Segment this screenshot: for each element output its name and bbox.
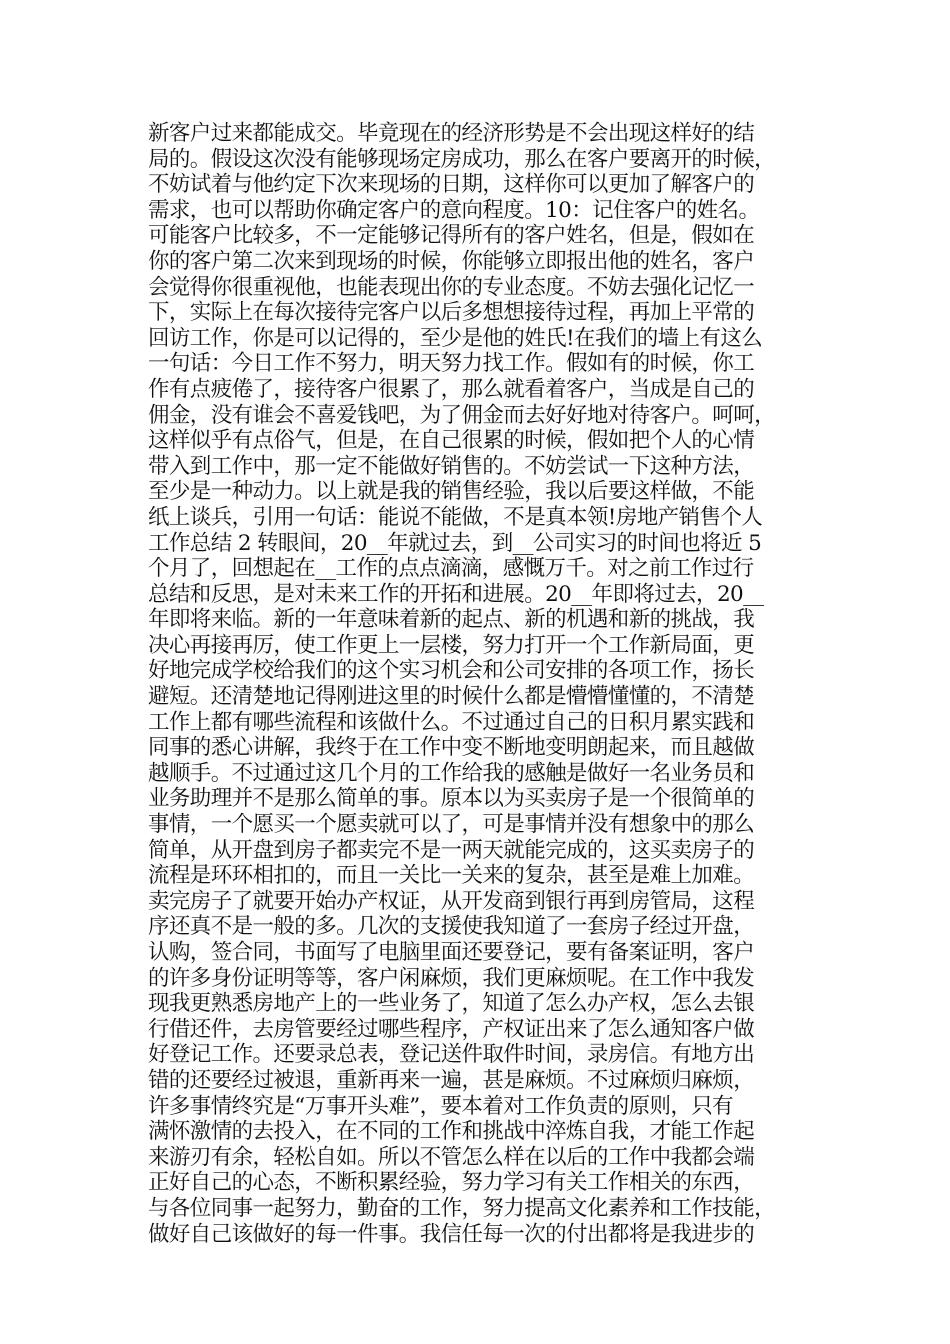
- body-text: [148, 121, 818, 1247]
- text-line: 正好自己的心态，不断积累经验，努力学习有关工作相关的东西，: [148, 1170, 755, 1196]
- text-line: 许多事情终究是“万事开头难”，要本着对工作负责的原则，只有: [148, 1093, 734, 1119]
- text-line: 纸上谈兵，引用一句话：能说不能做，不是真本领!房地产销售个人: [148, 504, 763, 530]
- text-line: 局的。假设这次没有能够现场定房成功，那么在客户要离开的时候，: [148, 146, 776, 172]
- text-line: 业务助理并不是那么简单的事。原本以为买卖房子是一个很简单的: [148, 786, 755, 812]
- text-line: 总结和反思，是对未来工作的开拓和进展。20__年即将过去，20__: [148, 581, 764, 607]
- text-line: 个月了，回想起在__工作的点点滴滴，感慨万千。对之前工作过行: [148, 556, 754, 582]
- text-line: 需求，也可以帮助你确定客户的意向程度。10：记住客户的姓名。: [148, 197, 760, 223]
- text-line: 可能客户比较多，不一定能够记得所有的客户姓名，但是，假如在: [148, 223, 755, 249]
- text-line: 佣金，没有谁会不喜爱钱吧，为了佣金而去好好地对待客户。呵呵，: [148, 402, 776, 428]
- text-line: 年即将来临。新的一年意味着新的起点、新的机遇和新的挑战，我: [148, 607, 755, 633]
- text-line: 会觉得你很重视他，也能表现出你的专业态度。不妨去强化记忆一: [148, 274, 755, 300]
- text-line: 来游刃有余，轻松自如。所以不管怎么样在以后的工作中我都会端: [148, 1144, 755, 1170]
- text-line: 下，实际上在每次接待完客户以后多想想接待过程，再加上平常的: [148, 300, 755, 326]
- text-line: 认购，签合同，书面写了电脑里面还要登记，要有备案证明，客户: [148, 940, 755, 965]
- text-line: 好登记工作。还要录总表，登记送件取件时间，录房信。有地方出: [148, 1042, 755, 1068]
- text-line: 事情，一个愿买一个愿卖就可以了，可是事情并没有想象中的那么: [148, 812, 755, 838]
- text-line: 至少是一种动力。以上就是我的销售经验，我以后要这样做，不能: [148, 479, 755, 505]
- text-line: 带入到工作中，那一定不能做好销售的。不妨尝试一下这种方法，: [148, 453, 755, 479]
- text-line: 这样似乎有点俗气，但是，在自己很累的时候，假如把个人的心情: [148, 428, 755, 454]
- text-line: 同事的悉心讲解，我终于在工作中变不断地变明朗起来，而且越做: [148, 735, 755, 761]
- text-line: 决心再接再厉，使工作更上一层楼，努力打开一个工作新局面，更: [148, 632, 755, 658]
- text-line: 回访工作，你是可以记得的，至少是他的姓氏!在我们的墙上有这么: [148, 325, 763, 351]
- text-line: 错的还要经过被退，重新再来一遍，甚是麻烦。不过麻烦归麻烦，: [148, 1067, 755, 1093]
- text-line: 越顺手。不过通过这几个月的工作给我的感触是做好一名业务员和: [148, 760, 755, 786]
- text-line: 一句话：今日工作不努力，明天努力找工作。假如有的时候，你工: [148, 351, 755, 377]
- text-line: 流程是环环相扣的，而且一关比一关来的复杂，甚至是难上加难。: [148, 863, 755, 889]
- text-line: 行借还件，去房管要经过哪些程序，产权证出来了怎么通知客户做: [148, 1016, 755, 1042]
- text-line: 与各位同事一起努力，勤奋的工作，努力提高文化素养和工作技能，: [148, 1195, 776, 1221]
- text-line: 工作总结 2 转眼间，20__年就过去，到__公司实习的时间也将近 5: [148, 530, 762, 556]
- text-line: 简单，从开盘到房子都卖完不是一两天就能完成的，这买卖房子的: [148, 837, 755, 863]
- text-line: 作有点疲倦了，接待客户很累了，那么就看着客户，当成是自己的: [148, 376, 755, 402]
- text-line: 的许多身份证明等等，客户闲麻烦，我们更麻烦呢。在工作中我发: [148, 965, 755, 991]
- text-line: 好地完成学校给我们的这个实习机会和公司安排的各项工作，扬长: [148, 658, 755, 684]
- text-line: 新客户过来都能成交。毕竟现在的经济形势是不会出现这样好的结: [148, 121, 755, 146]
- text-line: 避短。还清楚地记得刚进这里的时候什么都是懵懵懂懂的，不清楚: [148, 684, 755, 710]
- text-line: 卖完房子了就要开始办产权证，从开发商到银行再到房管局，这程: [148, 888, 755, 914]
- text-line: 满怀激情的去投入，在不同的工作和挑战中淬炼自我，才能工作起: [148, 1119, 755, 1145]
- text-line: 不妨试着与他约定下次来现场的日期，这样你可以更加了解客户的: [148, 172, 755, 198]
- text-line: 工作上都有哪些流程和该做什么。不过通过自己的日积月累实践和: [148, 709, 755, 735]
- text-line: 你的客户第二次来到现场的时候，你能够立即报出他的姓名，客户: [148, 248, 755, 274]
- text-line: 现我更熟悉房地产上的一些业务了，知道了怎么办产权，怎么去银: [148, 991, 755, 1017]
- text-line: 做好自己该做好的每一件事。我信任每一次的付出都将是我进步的: [148, 1221, 755, 1247]
- text-line: 序还真不是一般的多。几次的支援使我知道了一套房子经过开盘，: [148, 914, 755, 940]
